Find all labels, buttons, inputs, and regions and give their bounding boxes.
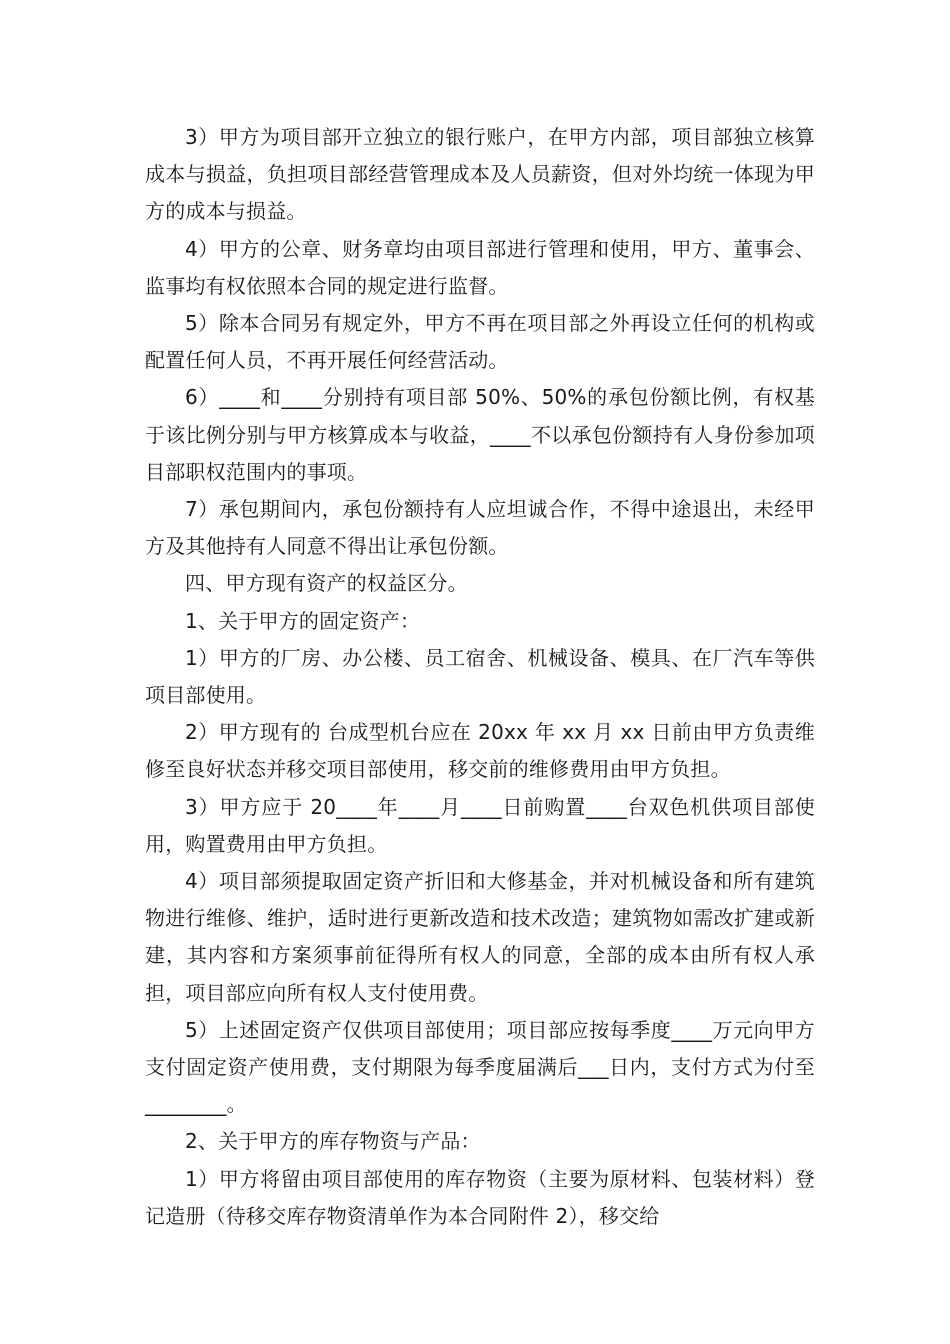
paragraph-seals: 4）甲方的公章、财务章均由项目部进行管理和使用，甲方、董事会、监事均有权依照本合同的规定进行监督。 [145, 236, 815, 298]
paragraph-share-ratio: 6）____和____分别持有项目部 50%、50%的承包份额比例，有权基于该比例分别与甲方核算成本与收益，____不以承包份额持有人身份参加项目部职权范围内的事项。 [145, 385, 815, 484]
subsection-heading-fixed-assets: 1、关于甲方的固定资产： [185, 608, 421, 633]
subsection-heading-inventory: 2、关于甲方的库存物资与产品： [185, 1129, 481, 1154]
paragraph-bank-account: 3）甲方为项目部开立独立的银行账户，在甲方内部，项目部独立核算成本与损益，负担项目部经营管理成本及人员薪资，但对外均统一体现为甲方的成本与损益。 [145, 125, 815, 224]
paragraph-cooperation: 7）承包期间内，承包份额持有人应坦诚合作，不得中途退出，未经甲方及其他持有人同意不得出让承包份额。 [145, 497, 815, 559]
paragraph-inventory-register: 1）甲方将留由项目部使用的库存物资（主要为原材料、包装材料）登记造册（待移交库存物资清单作为本合同附件 2），移交给 [145, 1166, 815, 1228]
paragraph-usage-fee: 5）上述固定资产仅供项目部使用；项目部应按每季度____万元向甲方支付固定资产使用费，支付期限为每季度届满后___日内，支付方式为付至________。 [145, 1017, 815, 1117]
paragraph-no-other-business: 5）除本合同另有规定外，甲方不再在项目部之外再设立任何的机构或配置任何人员，不再开展任何经营活动。 [145, 311, 815, 373]
paragraph-depreciation: 4）项目部须提取固定资产折旧和大修基金，并对机械设备和所有建筑物进行维修、维护，适时进行更新改造和技术改造；建筑物如需改扩建或新建，其内容和方案须事前征得所有权人的同意，全部的成本由所有权人承担，项目部应向所有权人支付使用费。 [145, 869, 815, 1005]
paragraph-two-color-machines: 3）甲方应于 20____年____月____日前购置____台双色机供项目部使用，购置费用由甲方负担。 [145, 794, 815, 856]
section-heading-asset-rights: 四、甲方现有资产的权益区分。 [185, 571, 468, 596]
document-body [145, 119, 815, 1235]
paragraph-facilities: 1）甲方的厂房、办公楼、员工宿舍、机械设备、模具、在厂汽车等供项目部使用。 [145, 645, 815, 708]
paragraph-molding-machines: 2）甲方现有的 台成型机台应在 20xx 年 xx 月 xx 日前由甲方负责维修至良好状态并移交项目部使用，移交前的维修费用由甲方负担。 [145, 720, 815, 782]
